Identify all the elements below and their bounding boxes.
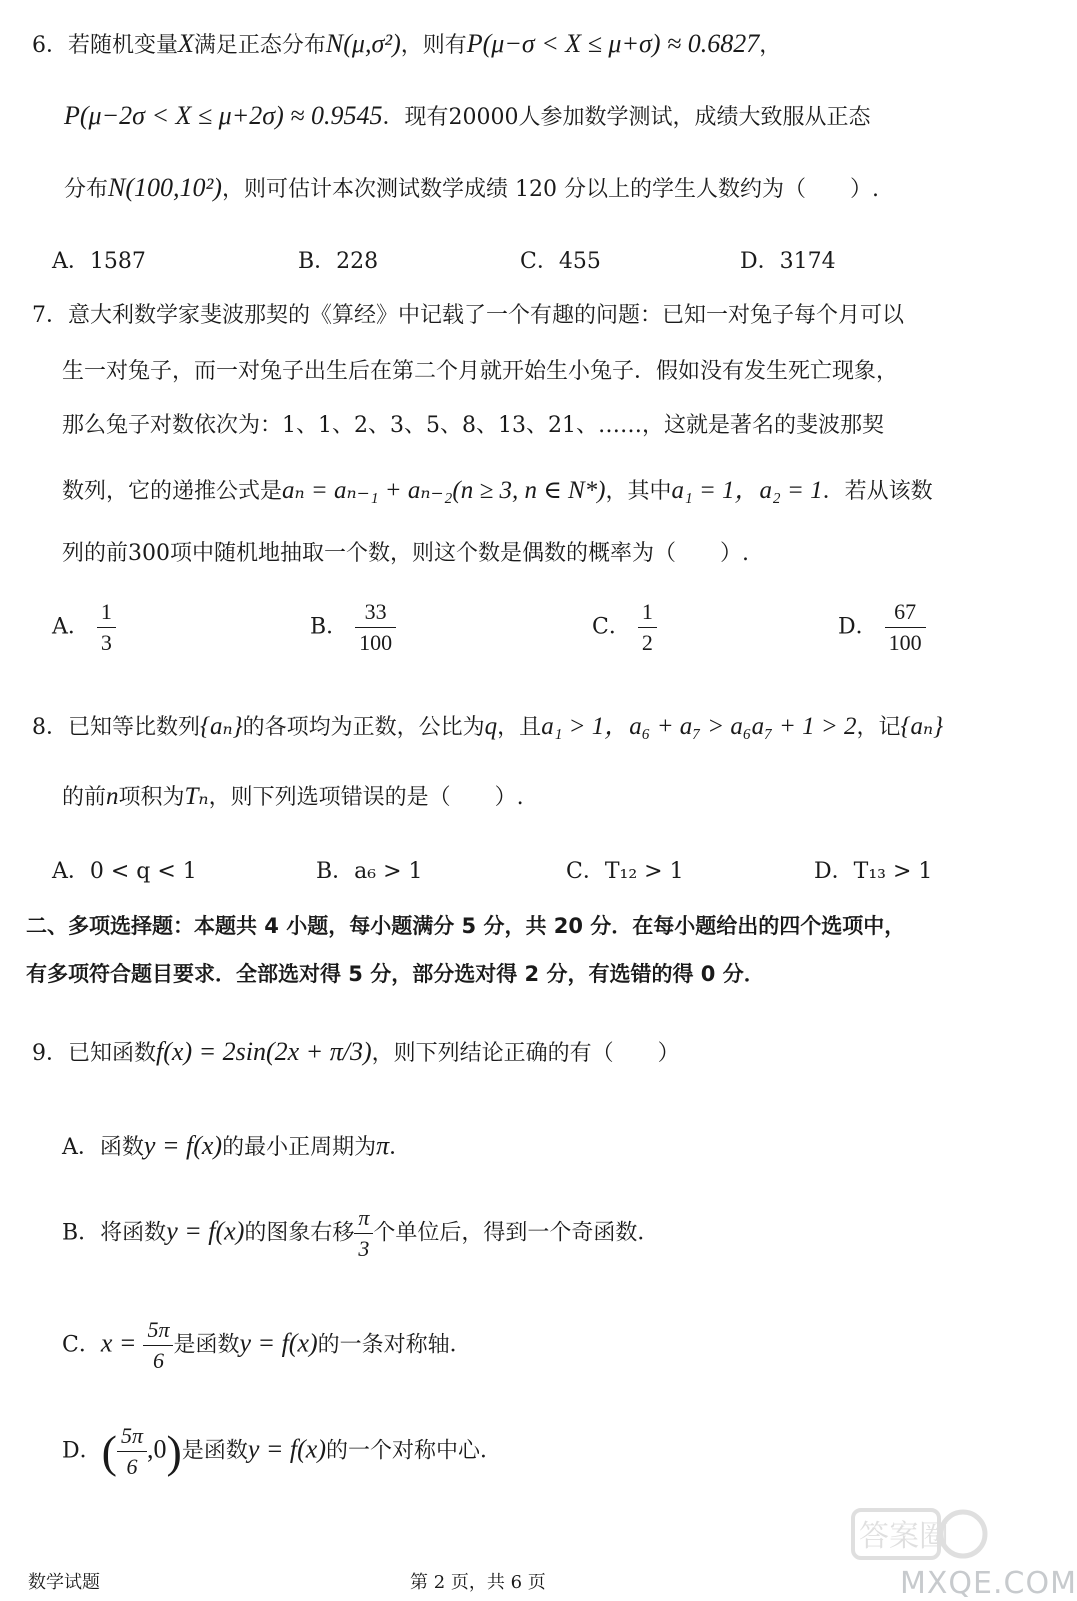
q8-option-a: A．0 < q < 1 <box>52 859 197 884</box>
q9-line1: 9．已知函数f(x) = 2sin(2x + π/3)，则下列结论正确的有（ ） <box>32 1037 680 1066</box>
q9-option-d: D．( $\frac{5\pi}{6}$ ,0)是函数y = f(x)的一个对称中心． <box>62 1423 503 1480</box>
q6-number: 6． <box>32 33 68 58</box>
section2-line2: 有多项符合题目要求．全部选对得 5 分，部分选对得 2 分，有选错的得 0 分． <box>26 962 765 986</box>
q6-option-c: C．455 <box>520 249 601 274</box>
q6-prob1: P(μ−σ < X ≤ μ+σ) ≈ 0.6827 <box>466 29 760 58</box>
q6-line2: P(μ−2σ < X ≤ μ+2σ) ≈ 0.9545．现有20000人参加数学测试，成绩大致服从正态 <box>64 101 871 130</box>
q6-line3: 分布N(100,10²)，则可估计本次测试数学成绩 120 分以上的学生人数约为（ ）. <box>64 173 879 202</box>
q8-line1: 8．已知等比数列{aₙ}的各项均为正数，公比为q，且a₁ > 1，a₆ + a₇ > a₆a₇ + 1 > 2，记{aₙ} <box>32 713 944 740</box>
q8-line2: 的前n项积为Tₙ，则下列选项错误的是（ ）. <box>62 783 524 810</box>
q6-line1: 6．若随机变量X满足正态分布N(μ,σ²)，则有P(μ−σ < X ≤ μ+σ) ≈ 0.6827， <box>32 29 782 58</box>
svg-text:答案圈: 答案圈 <box>859 1519 949 1554</box>
q6-prob2: P(μ−2σ < X ≤ μ+2σ) ≈ 0.9545 <box>64 101 383 130</box>
q6-option-a: A．1587 <box>52 249 146 274</box>
q7-number: 7． <box>32 303 68 328</box>
q8-option-c: C．T₁₂ > 1 <box>566 859 684 884</box>
watermark-text: MXQE.COM <box>900 1566 1077 1601</box>
q9-option-a: A．函数y = f(x)的最小正周期为π． <box>62 1131 412 1160</box>
footer-left: 数学试题 <box>28 1572 100 1593</box>
q7-line5: 列的前300项中随机地抽取一个数，则这个数是偶数的概率为（ ）. <box>62 541 749 566</box>
q7-option-b: B． $\frac{33}{100}$ <box>310 600 396 655</box>
q9-function: f(x) = 2sin(2x + π/3) <box>156 1037 372 1066</box>
q6-option-d: D．3174 <box>740 249 836 274</box>
q7-line2: 生一对兔子，而一对兔子出生后在第二个月就开始生小兔子．假如没有发生死亡现象， <box>62 359 899 384</box>
q9-number: 9． <box>32 1041 68 1066</box>
q7-line3: 那么兔子对数依次为：1、1、2、3、5、8、13、21、……，这就是著名的斐波那契 <box>62 413 884 438</box>
q7-line1: 7．意大利数学家斐波那契的《算经》中记载了一个有趣的问题：已知一对兔子每个月可以 <box>32 303 905 328</box>
q6-option-b: B．228 <box>298 249 379 274</box>
section2-line1: 二、多项选择题：本题共 4 小题，每小题满分 5 分，共 20 分．在每小题给出的四个选项中， <box>26 914 906 938</box>
q6-normal-params: N(μ,σ²) <box>325 29 401 58</box>
footer-page-number: 第 2 页，共 6 页 <box>410 1572 546 1593</box>
q7-option-a: A． $\frac{1}{3}$ <box>52 600 116 655</box>
q8-option-d: D．T₁₃ > 1 <box>814 859 933 884</box>
q8-number: 8． <box>32 715 68 740</box>
q9-option-c: C．x = $\frac{5\pi}{6}$ 是函数y = f(x)的一条对称轴． <box>62 1317 472 1374</box>
q8-option-b: B．a₆ > 1 <box>316 859 423 884</box>
watermark-logo-icon <box>845 1500 995 1570</box>
q7-option-d: D． $\frac{67}{100}$ <box>838 600 926 655</box>
q9-option-b: B．将函数y = f(x)的图象右移 $\frac{\pi}{3}$ 个单位后，得到一个奇函数． <box>62 1205 660 1262</box>
q7-line4: 数列，它的递推公式是aₙ = aₙ₋₁ + aₙ₋₂(n ≥ 3, n ∈ N*)，其中a₁ = 1，a₂ = 1．若从该数 <box>62 477 933 504</box>
q7-option-c: C． $\frac{1}{2}$ <box>592 600 657 655</box>
